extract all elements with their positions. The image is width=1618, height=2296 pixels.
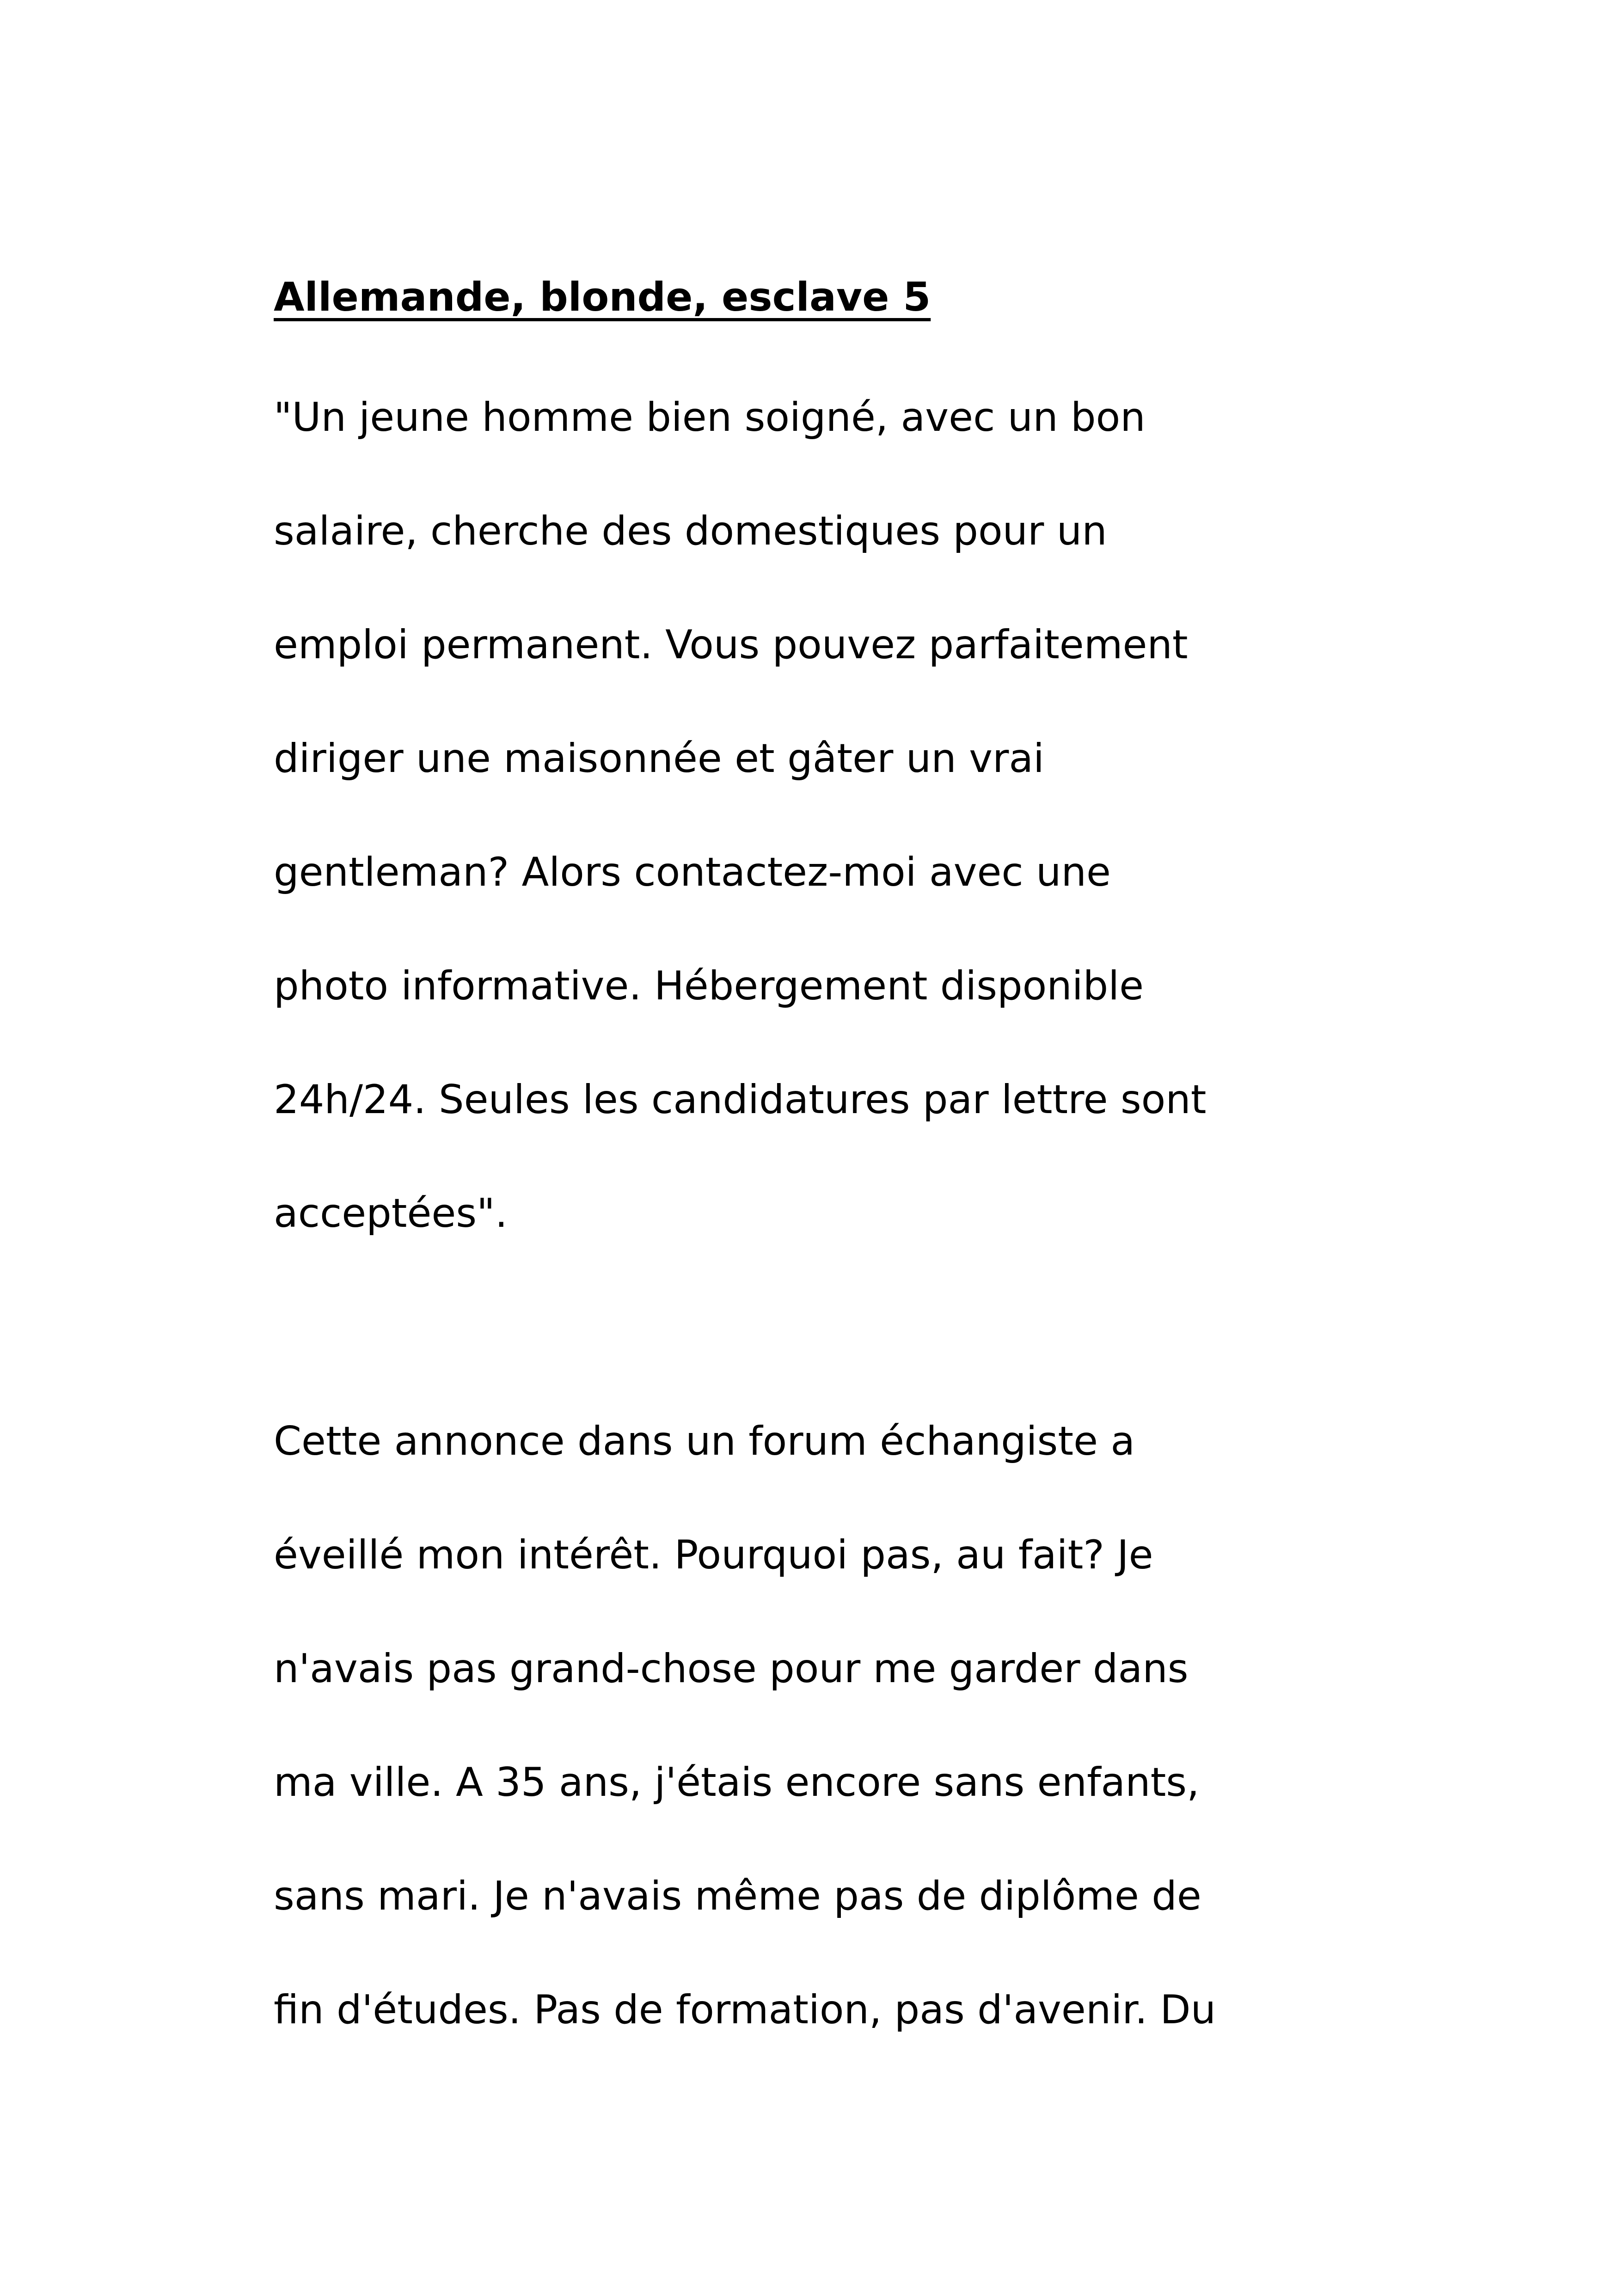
text-line: 24h/24. Seules les candidatures par lettre sont [274,1077,1207,1123]
text-line: fin d'études. Pas de formation, pas d'avenir. Du [274,1987,1216,2033]
text-line: diriger une maisonnée et gâter un vrai [274,735,1044,782]
text-line: gentleman? Alors contactez-moi avec une [274,849,1111,895]
text-line: photo informative. Hébergement disponible [274,963,1144,1009]
text-line: Cette annonce dans un forum échangiste a [274,1418,1135,1464]
text-line: salaire, cherche des domestiques pour un [274,508,1107,554]
text-line: n'avais pas grand-chose pour me garder dans [274,1646,1189,1692]
text-line: ma ville. A 35 ans, j'étais encore sans enfants, [274,1759,1200,1806]
text-line: emploi permanent. Vous pouvez parfaitement [274,622,1188,668]
text-line: "Un jeune homme bien soigné, avec un bon [274,394,1146,441]
text-line: éveillé mon intérêt. Pourquoi pas, au fait? Je [274,1532,1153,1578]
text-line: acceptées". [274,1190,508,1237]
document-title: Allemande, blonde, esclave 5 [274,274,931,320]
text-line: sans mari. Je n'avais même pas de diplôme de [274,1873,1201,1919]
